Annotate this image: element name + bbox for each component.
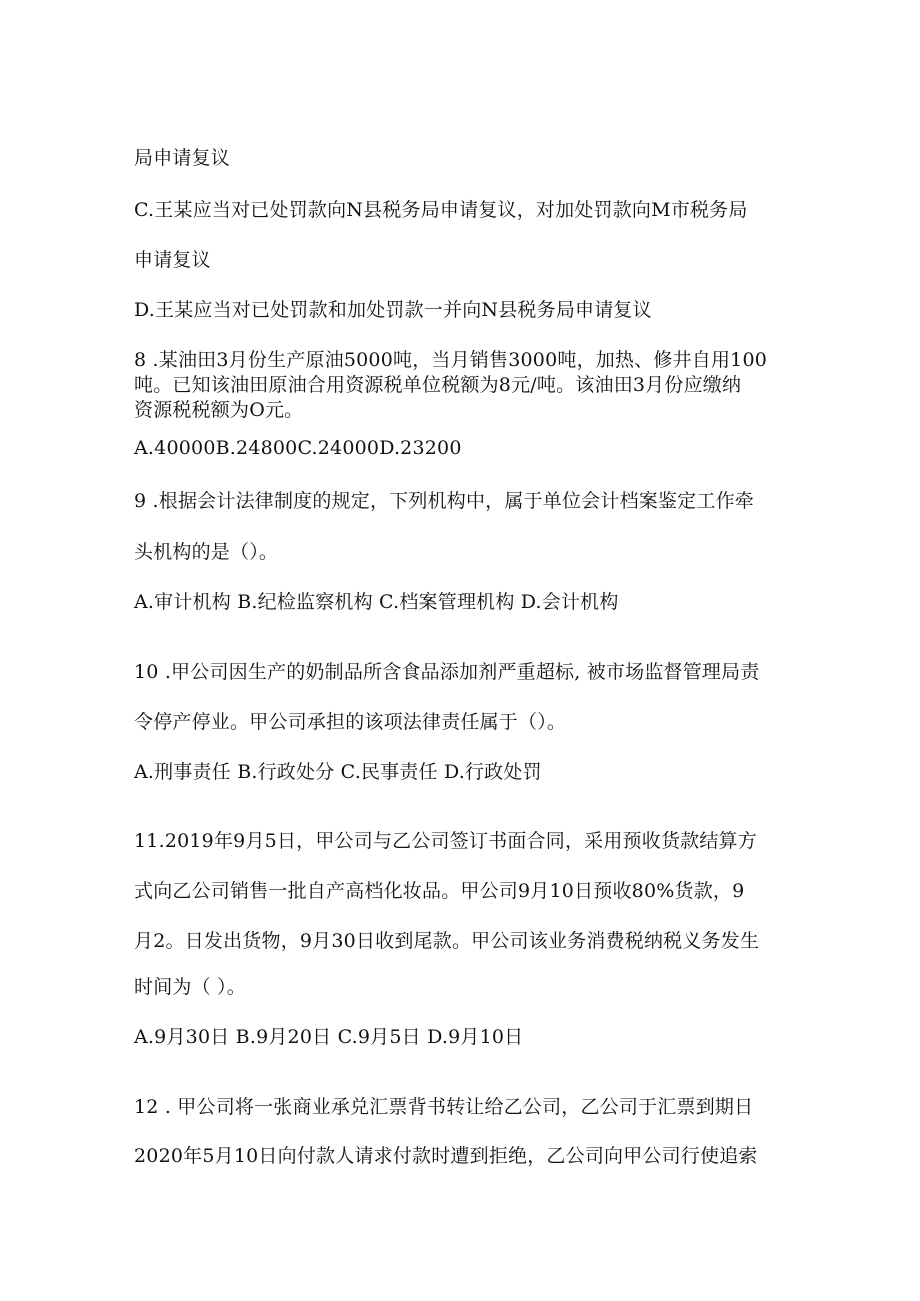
question-8-line: 吨。已知该油田原油合用资源税单位税额为8元/吨。该油田3月份应缴纳 [134,374,742,396]
question-11-line: 式向乙公司销售一批自产高档化妆品。甲公司9月10日预收80%货款，9 [134,880,745,902]
question-11-line: 月2。日发出货物，9月30日收到尾款。甲公司该业务消费税纳税义务发生 [134,930,760,952]
question-8-line: 资源税税额为O元。 [134,399,304,421]
question-9-options: A.审计机构 B.纪检监察机构 C.档案管理机构 D.会计机构 [134,591,619,613]
question-10-line: 10 .甲公司因生产的奶制品所含食品添加剂严重超标, 被市场监督管理局责 [134,661,760,683]
question-10-options: A.刑事责任 B.行政处分 C.民事责任 D.行政处罚 [134,761,542,783]
text-line: 申请复议 [134,249,211,271]
question-9-line: 头机构的是（）。 [134,541,279,563]
option-d-line: D.王某应当对已处罚款和加处罚款一并向N县税务局申请复议 [134,299,652,321]
question-11-options: A.9月30日 B.9月20日 C.9月5日 D.9月10日 [134,1026,524,1048]
text-line: 局申请复议 [134,147,231,169]
question-12-line: 2020年5月10日向付款人请求付款时遭到拒绝，乙公司向甲公司行使追索 [134,1145,758,1167]
question-9-line: 9 .根据会计法律制度的规定，下列机构中，属于单位会计档案鉴定工作牵 [134,490,754,512]
question-11-line: 时间为（ ）。 [134,976,246,998]
option-c-line: C.王某应当对已处罚款向N县税务局申请复议，对加处罚款向M市税务局 [134,199,748,221]
question-11-line: 11.2019年9月5日，甲公司与乙公司签订书面合同，采用预收货款结算方 [134,830,757,852]
question-10-line: 令停产停业。甲公司承担的该项法律责任属于（）。 [134,711,567,733]
question-12-line: 12 . 甲公司将一张商业承兑汇票背书转让给乙公司，乙公司于汇票到期日 [134,1096,754,1118]
question-8-line: 8 .某油田3月份生产原油5000吨，当月销售3000吨，加热、修井自用100 [134,349,768,371]
question-8-options: A.40000B.24800C.24000D.23200 [134,437,462,459]
